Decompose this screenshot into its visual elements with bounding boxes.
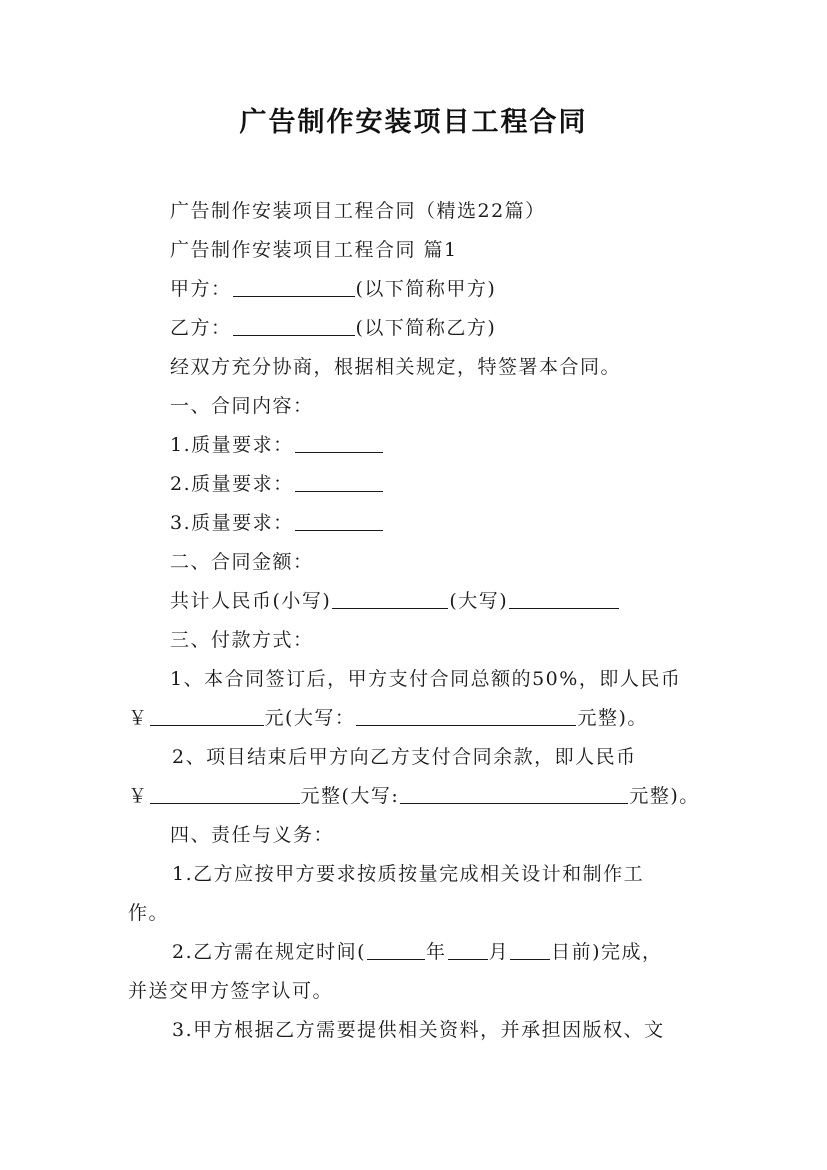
party-b-blank[interactable]	[233, 317, 355, 336]
duty-1-text: 1.乙方应按甲方要求按质按量完成相关设计和制作工	[172, 863, 645, 885]
duty-3-text: 3.甲方根据乙方需要提供相关资料，并承担因版权、文	[172, 1019, 665, 1041]
payment-2-upper-blank[interactable]	[400, 785, 628, 804]
total-amount-lower-blank[interactable]	[332, 590, 448, 609]
quality-req-3-label: 3.质量要求：	[170, 512, 294, 534]
party-b-note: (以下简称乙方)	[355, 317, 497, 339]
duty-2-continuation	[128, 979, 333, 1003]
quality-req-2-line	[170, 472, 384, 496]
payment-2-text: 2、项目结束后甲方向乙方支付合同余款，即人民币	[172, 746, 637, 768]
clause-three-text: 三、付款方式：	[170, 629, 314, 651]
deadline-year-label: 年	[426, 941, 447, 963]
party-a-note: (以下简称甲方)	[355, 278, 497, 300]
clause-one-heading	[170, 394, 314, 418]
deadline-month-blank[interactable]	[448, 941, 488, 960]
duty-2-line	[172, 940, 663, 964]
quality-req-2-blank[interactable]	[295, 473, 383, 492]
quality-req-3-blank[interactable]	[295, 512, 383, 531]
duty-1-line	[172, 862, 644, 886]
document-title: 广告制作安装项目工程合同	[239, 107, 588, 138]
payment-2-line	[172, 745, 637, 769]
preamble-line	[170, 355, 621, 379]
subtitle-line	[170, 199, 546, 223]
total-amount-label: 共计人民币(小写)	[170, 590, 332, 612]
deadline-day-label: 日前)完成，	[551, 941, 663, 963]
clause-four-text: 四、责任与义务：	[170, 824, 335, 846]
quality-req-1-blank[interactable]	[295, 434, 383, 453]
party-a-line	[170, 277, 496, 301]
clause-one-text: 一、合同内容：	[170, 395, 314, 417]
clause-three-heading	[170, 628, 314, 652]
duty-2-continuation-text: 并送交甲方签字认可。	[128, 980, 334, 1002]
payment-2-amount-line	[128, 784, 700, 808]
party-b-label: 乙方：	[170, 317, 232, 339]
duty-2-text: 2.乙方需在规定时间(	[172, 941, 367, 963]
payment-1-suffix: 元整)。	[577, 707, 648, 729]
clause-two-text: 二、合同金额：	[170, 551, 314, 573]
total-amount-upper-blank[interactable]	[509, 590, 619, 609]
preamble-text: 经双方充分协商，根据相关规定，特签署本合同。	[170, 356, 622, 378]
payment-2-currency: ￥	[128, 785, 149, 807]
deadline-day-blank[interactable]	[510, 941, 550, 960]
section-heading-line	[170, 238, 458, 262]
total-amount-line	[170, 589, 620, 613]
duty-1-continuation	[128, 901, 169, 925]
party-a-blank[interactable]	[233, 278, 355, 297]
deadline-year-blank[interactable]	[367, 941, 425, 960]
clause-four-heading	[170, 823, 334, 847]
payment-1-line	[170, 667, 681, 691]
section-heading-text: 广告制作安装项目工程合同 篇1	[170, 239, 458, 261]
subtitle-text: 广告制作安装项目工程合同（精选22篇）	[170, 200, 546, 222]
duty-3-line	[172, 1018, 665, 1042]
payment-1-currency: ￥	[128, 707, 149, 729]
payment-1-amount-line	[128, 706, 648, 730]
duty-1-continuation-text: 作。	[128, 902, 170, 924]
quality-req-1-line	[170, 433, 384, 457]
payment-1-lower-blank[interactable]	[150, 707, 264, 726]
payment-1-upper-blank[interactable]	[356, 707, 576, 726]
quality-req-3-line	[170, 511, 384, 535]
payment-1-text: 1、本合同签订后，甲方支付合同总额的50%，即人民币	[170, 668, 682, 690]
payment-2-lower-blank[interactable]	[150, 785, 300, 804]
deadline-month-label: 月	[488, 941, 510, 963]
total-amount-upper-label: (大写)	[449, 590, 509, 612]
payment-2-suffix: 元整)。	[629, 785, 700, 807]
quality-req-2-label: 2.质量要求：	[170, 473, 294, 495]
payment-2-upper-label: 元整(大写:	[300, 785, 400, 807]
clause-two-heading	[170, 550, 314, 574]
party-b-line	[170, 316, 496, 340]
party-a-label: 甲方：	[170, 278, 232, 300]
quality-req-1-label: 1.质量要求：	[170, 434, 294, 456]
payment-1-upper-label: 元(大写：	[264, 707, 356, 729]
